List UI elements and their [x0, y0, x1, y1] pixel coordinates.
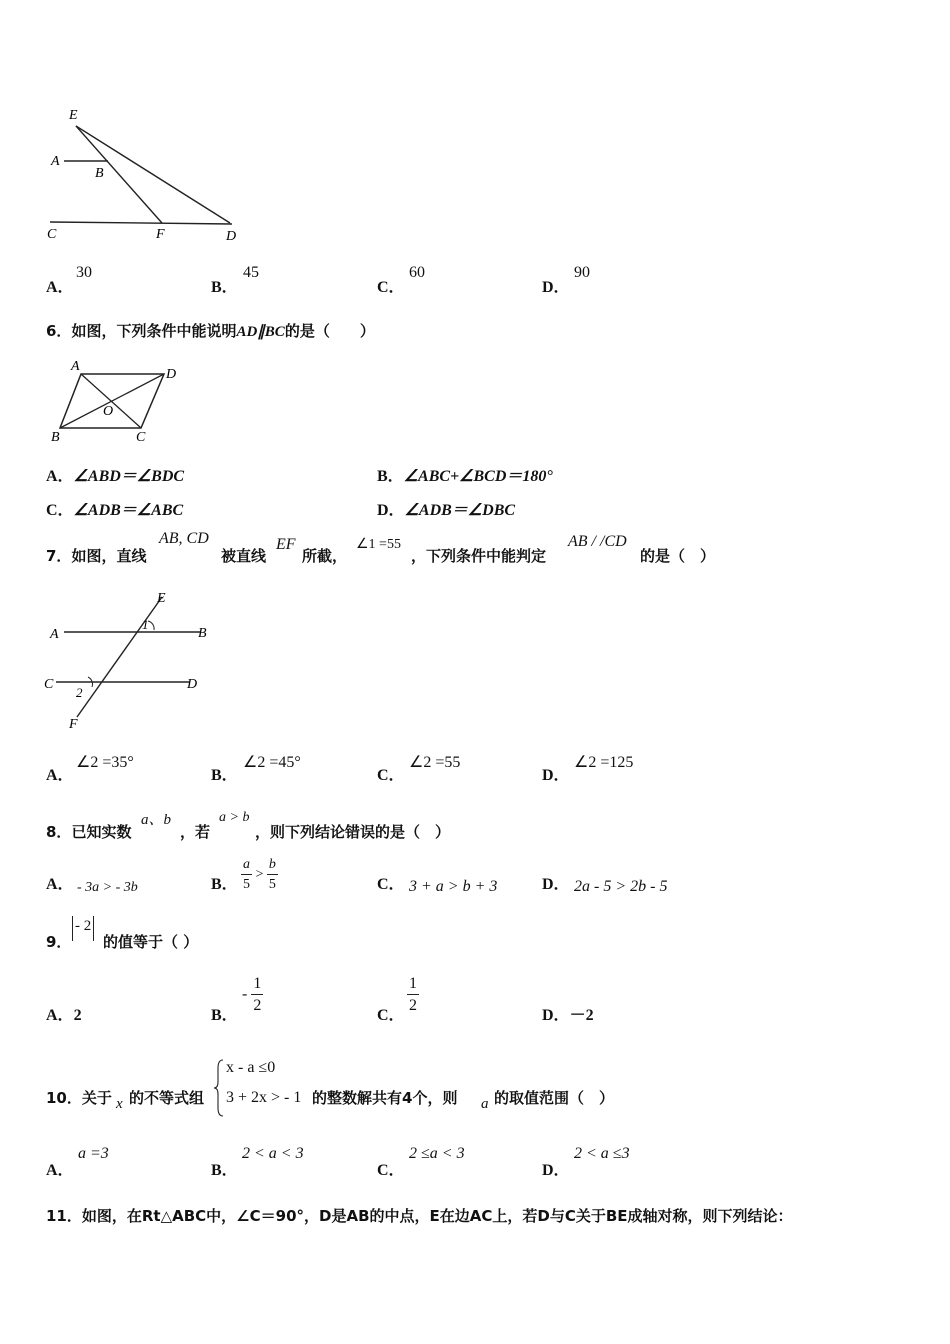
q5-figure [40, 100, 260, 250]
q6-text-before: 如图，下列条件中能说明 [71, 322, 237, 340]
q10-text3: 的整数解共有4个，则 [312, 1089, 458, 1107]
q6-figure [44, 358, 194, 448]
q6-number: 6． [46, 322, 72, 340]
q5-option-b-value: 45 [243, 264, 259, 281]
q9-option-d-label: D． [542, 1007, 570, 1024]
q9-option-c-value [407, 976, 419, 1014]
label-f: F [156, 227, 165, 242]
q5-option-c-label: C． [377, 279, 405, 296]
q7-option-a-label: A． [46, 767, 74, 784]
q10-var-x: x [116, 1096, 123, 1112]
q10-option-a-value: a =3 [78, 1145, 109, 1162]
q10-system-line2: 3 + 2x > - 1 [226, 1089, 302, 1106]
q10-option-d-label: D． [542, 1162, 570, 1179]
q9-option-c-label: C． [377, 1007, 405, 1024]
q11-number: 11． [46, 1207, 82, 1225]
q10-option-c-label: C． [377, 1162, 405, 1179]
q8-number: 8． [46, 823, 72, 841]
q7-option-b-label: B． [211, 767, 238, 784]
q11-stem [46, 1205, 793, 1226]
q8-b-op: > [255, 867, 264, 883]
q6-option-c-label: C． [46, 502, 74, 519]
q5-option-b-label: B． [211, 279, 238, 296]
q6-math: AD∥BC [236, 324, 285, 340]
q6-option-c-value: ∠ADB＝∠ABC [73, 502, 184, 519]
q8-text3: ，则下列结论错误的是（ ） [255, 823, 451, 841]
label-c: C [47, 227, 57, 242]
q10-system-line1: x - a ≤0 [226, 1059, 276, 1076]
q6-option-a-label: A． [46, 468, 74, 485]
label-o: O [103, 404, 114, 419]
q7-text5: 的是（ ） [640, 547, 716, 565]
label-d: D [226, 229, 237, 244]
line-ef [76, 126, 162, 223]
q11-text: 如图，在Rt△ABC中，∠C＝90°，D是AB的中点，E在边AC上，若D与C关于BE成轴对称，则下列结论： [81, 1207, 793, 1225]
label-e: E [69, 108, 78, 123]
q7-option-c-value: ∠2 =55 [409, 754, 461, 771]
q10-number: 10． [46, 1089, 82, 1107]
q9-option-d [542, 1002, 594, 1025]
label-b: B [51, 430, 60, 445]
q9-b-sign: - [242, 985, 248, 1003]
q9-c-den: 2 [409, 997, 417, 1014]
q6-option-b-value: ∠ABC+∠BCD＝180° [403, 468, 553, 485]
q8-number-text1 [46, 821, 131, 842]
q7-math2: EF [276, 536, 296, 553]
q9-option-a-value: 2 [73, 1007, 82, 1024]
q10-option-b-label: B． [211, 1162, 238, 1179]
q9-number: 9． [46, 933, 72, 951]
q8-b-den2: 5 [268, 877, 276, 892]
label-a: A [71, 359, 80, 374]
q6-option-a [46, 463, 184, 486]
line-cd [50, 222, 232, 224]
label-b: B [198, 626, 207, 641]
q5-option-d-value: 90 [574, 264, 590, 281]
q8-option-a-value: - 3a > - 3b [77, 880, 138, 895]
label-e: E [157, 591, 166, 606]
q9-b-num: 1 [251, 976, 263, 995]
q8-option-b-label: B． [211, 876, 238, 893]
line-ef [77, 597, 162, 717]
q8-option-c-value: 3 + a > b + 3 [409, 878, 498, 895]
angle-1-arc [148, 621, 154, 630]
q9-option-a-label: A． [46, 1007, 74, 1024]
diagonal-bd [60, 374, 164, 428]
q7-option-a-value: ∠2 =35° [76, 754, 134, 771]
q6-option-d-value: ∠ADB＝∠DBC [404, 502, 516, 519]
label-b: B [95, 166, 104, 181]
q9-b-den: 2 [253, 997, 262, 1014]
q7-text3: 所截， [302, 547, 348, 565]
q8-option-d-value: 2a - 5 > 2b - 5 [574, 878, 668, 895]
q10-number-text1 [46, 1087, 112, 1108]
label-f: F [69, 717, 78, 732]
q8-text2: ，若 [180, 823, 211, 841]
q8-b-num1: a [241, 858, 252, 875]
q7-math4: AB / /CD [568, 533, 627, 550]
q7-text1: 如图，直线 [71, 547, 147, 565]
q10-option-a-label: A． [46, 1162, 74, 1179]
q10-text1: 关于 [81, 1089, 112, 1107]
label-a: A [50, 627, 59, 642]
q8-b-den1: 5 [243, 877, 250, 892]
label-c: C [44, 677, 54, 692]
q5-option-a-value: 30 [76, 264, 92, 281]
label-d: D [187, 677, 198, 692]
q8-option-d-label: D． [542, 876, 570, 893]
q9-option-b-value [242, 976, 263, 1014]
q9-c-num: 1 [407, 976, 419, 995]
q7-option-b-value: ∠2 =45° [243, 754, 301, 771]
q7-option-d-label: D． [542, 767, 570, 784]
q8-b-num2: b [267, 858, 278, 875]
q7-figure [40, 585, 220, 735]
q10-var-a: a [481, 1096, 489, 1112]
q8-math1: a、b [141, 812, 172, 828]
q6-option-d [377, 497, 515, 520]
q6-option-d-label: D． [377, 502, 405, 519]
q8-text1: 已知实数 [71, 823, 132, 841]
q6-text-after: 的是（ ） [284, 322, 375, 340]
q10-text4: 的取值范围（ ） [494, 1089, 615, 1107]
q9-abs-value: - 2 [72, 916, 94, 941]
q8-math2: a > b [219, 810, 250, 825]
label-c: C [136, 430, 146, 445]
q10-option-b-value: 2 < a < 3 [242, 1145, 304, 1162]
q7-math3: ∠1 =55 [356, 537, 401, 552]
q6-stem [46, 320, 375, 341]
q5-option-d-label: D． [542, 279, 570, 296]
q9-option-b-label: B． [211, 1007, 238, 1024]
q6-option-c [46, 497, 183, 520]
q10-brace-icon [213, 1058, 225, 1118]
q9-option-a [46, 1002, 82, 1025]
label-one: 1 [142, 617, 149, 632]
q7-option-c-label: C． [377, 767, 405, 784]
q10-option-d-value: 2 < a ≤3 [574, 1145, 630, 1162]
q10-option-c-value: 2 ≤a < 3 [409, 1145, 465, 1162]
q6-option-b [377, 463, 553, 486]
q7-math1: AB, CD [159, 530, 209, 547]
q8-option-c-label: C． [377, 876, 405, 893]
q7-text2: 被直线 [221, 547, 267, 565]
q5-option-c-value: 60 [409, 264, 425, 281]
q7-number: 7． [46, 547, 72, 565]
q7-option-d-value: ∠2 =125 [574, 754, 634, 771]
q9-option-d-value: －2 [569, 1007, 594, 1024]
label-two: 2 [76, 685, 83, 700]
q9-text: 的值等于（ ） [103, 933, 199, 951]
q6-option-b-label: B． [377, 468, 404, 485]
q8-option-a-label: A． [46, 876, 74, 893]
q10-text2: 的不等式组 [129, 1089, 205, 1107]
q6-option-a-value: ∠ABD＝∠BDC [73, 468, 185, 485]
label-d: D [166, 367, 177, 382]
q7-text4: ，下列条件中能判定 [411, 547, 547, 565]
q5-option-a-label: A． [46, 279, 74, 296]
q8-option-b-value [241, 858, 278, 892]
label-a: A [51, 154, 60, 169]
q7-number-text1 [46, 545, 146, 566]
